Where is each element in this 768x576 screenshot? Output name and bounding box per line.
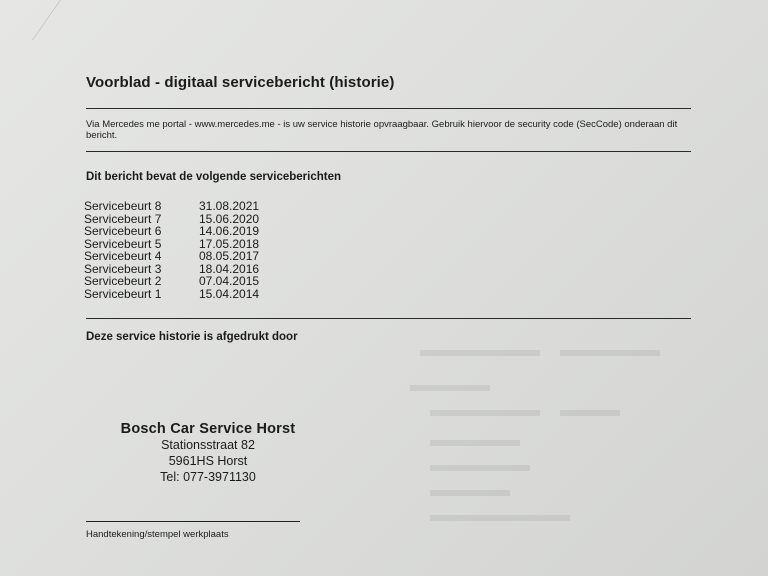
section-heading-messages: Dit bericht bevat de volgende serviceberichten (86, 171, 341, 183)
service-record-date: 15.04.2014 (199, 286, 260, 301)
service-record-row (84, 250, 289, 263)
intro-text: Via Mercedes me portal - www.mercedes.me - is uw service historie opvraagbaar. Gebruik hiervoor de security code (SecCode) onderaan dit bericht. (86, 119, 678, 141)
service-record-label: Servicebeurt 7 (84, 211, 162, 226)
service-record-row (84, 225, 289, 238)
workshop-city: 5961HS Horst (168, 454, 248, 468)
section-heading-printed-by: Deze service historie is afgedrukt door (86, 331, 298, 343)
service-record-label: Servicebeurt 3 (84, 261, 162, 276)
divider-intro (86, 151, 691, 152)
service-record-list (84, 200, 289, 300)
service-record-row (84, 288, 289, 301)
service-record-label: Servicebeurt 1 (84, 286, 162, 301)
service-record-label: Servicebeurt 8 (84, 199, 162, 213)
workshop-name: Bosch Car Service Horst (120, 421, 296, 437)
service-record-label: Servicebeurt 5 (84, 236, 162, 251)
document-title: Voorblad - digitaal servicebericht (historie) (86, 74, 395, 91)
show-through-text (410, 330, 710, 560)
service-record-date: 15.06.2020 (199, 211, 260, 226)
service-record-date: 17.05.2018 (199, 236, 260, 251)
service-record-label: Servicebeurt 6 (84, 224, 162, 238)
signature-line (86, 521, 300, 522)
signature-caption: Handtekening/stempel werkplaats (86, 529, 229, 540)
service-record-date: 18.04.2016 (199, 261, 260, 276)
service-record-date: 08.05.2017 (199, 249, 260, 263)
divider-top (86, 108, 691, 109)
service-record-row (84, 200, 289, 213)
workshop-stamp (108, 421, 308, 485)
service-record-date: 07.04.2015 (199, 274, 260, 288)
service-record-row (84, 275, 289, 288)
service-record-date: 14.06.2019 (199, 224, 260, 238)
workshop-phone: Tel: 077-3971130 (160, 470, 256, 484)
divider-bottom (86, 318, 691, 319)
service-record-date: 31.08.2021 (199, 199, 260, 213)
service-record-label: Servicebeurt 2 (84, 274, 162, 288)
workshop-street: Stationsstraat 82 (161, 438, 255, 452)
service-record-label: Servicebeurt 4 (84, 249, 162, 263)
page-fold (0, 0, 61, 40)
